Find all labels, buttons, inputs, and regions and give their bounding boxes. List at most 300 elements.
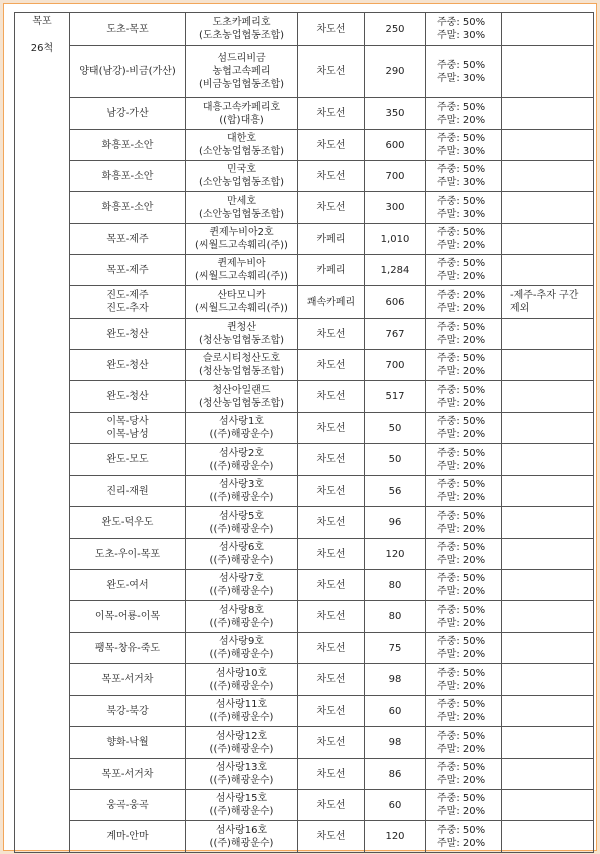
vessel-type-cell: 차도선 — [298, 476, 365, 507]
ship-cell — [186, 255, 298, 286]
table-row — [15, 350, 594, 381]
route-name: 팽목-창유-죽도 — [94, 642, 161, 654]
ship-cell — [186, 286, 298, 319]
discount-rate-cell — [426, 570, 502, 601]
ship-cell — [186, 601, 298, 633]
ship-cell — [186, 727, 298, 759]
discount-rate-cell — [426, 413, 502, 444]
route-name: 화흥포-소안 — [101, 170, 154, 182]
ship-operator: (소안농업협동조합) — [198, 146, 285, 157]
ship-name: 섬사랑12호 — [215, 730, 268, 742]
route-cell — [70, 161, 186, 192]
weekday-rate: 주중: 50% — [437, 793, 486, 804]
discount-rate-cell — [426, 821, 502, 853]
vessel-type-cell: 차도선 — [298, 13, 365, 46]
weekday-rate: 주중: 50% — [437, 542, 486, 553]
weekday-rate: 주중: 50% — [437, 416, 486, 427]
ship-operator: ((합)대흥) — [219, 114, 264, 126]
tonnage-cell: 80 — [365, 601, 426, 633]
weekday-rate: 주중: 20% — [437, 290, 486, 301]
weekend-rate: 주말: 20% — [437, 743, 486, 755]
weekday-rate: 주중: 50% — [437, 133, 486, 144]
ship-operator: ((주)해광운수) — [209, 680, 274, 692]
vessel-type-cell: 차도선 — [298, 350, 365, 381]
vessel-type-cell: 차도선 — [298, 696, 365, 727]
remarks-cell — [502, 570, 594, 601]
ship-name: 산타모니카 — [217, 290, 266, 301]
route-name: 목포-서거차 — [101, 674, 154, 685]
table-row — [15, 790, 594, 821]
weekend-rate: 주말: 20% — [437, 775, 486, 786]
ship-cell — [186, 413, 298, 444]
ship-operator: (씨월드고속훼리(주)) — [195, 271, 288, 282]
route-cell — [70, 413, 186, 444]
route-cell — [70, 46, 186, 98]
tonnage-cell: 606 — [365, 286, 426, 319]
tonnage-cell: 290 — [365, 46, 426, 98]
route-name: 완도-여서 — [106, 579, 149, 591]
table-row — [15, 381, 594, 413]
discount-rate-cell — [426, 161, 502, 192]
ship-operator: ((주)해광운수) — [209, 649, 274, 660]
remarks-cell — [502, 790, 594, 821]
remarks-cell — [502, 350, 594, 381]
ship-name: 섬사랑1호 — [218, 416, 264, 427]
vessel-type-cell: 차도선 — [298, 98, 365, 130]
remarks-cell — [502, 130, 594, 161]
tonnage-cell: 700 — [365, 161, 426, 192]
weekend-rate: 주말: 20% — [437, 555, 486, 566]
route-cell — [70, 224, 186, 255]
weekend-rate: 주말: 20% — [437, 303, 486, 314]
tonnage-cell: 56 — [365, 476, 426, 507]
remarks-cell — [502, 255, 594, 286]
tonnage-cell: 300 — [365, 192, 426, 224]
weekday-rate: 주중: 50% — [437, 59, 486, 71]
remarks-cell — [502, 444, 594, 476]
discount-rate-cell — [426, 192, 502, 224]
weekday-rate: 주중: 50% — [437, 17, 486, 28]
vessel-type-cell: 차도선 — [298, 664, 365, 696]
discount-rate-cell — [426, 224, 502, 255]
remarks-cell — [502, 98, 594, 130]
vessel-type-cell: 차도선 — [298, 821, 365, 853]
weekend-rate: 주말: 20% — [437, 523, 486, 535]
ship-operator: ((주)해광운수) — [209, 586, 274, 597]
ship-cell — [186, 350, 298, 381]
ship-name: 섬사랑13호 — [215, 762, 268, 773]
table-row — [15, 13, 594, 46]
remarks-cell — [502, 539, 594, 570]
tonnage-cell: 50 — [365, 413, 426, 444]
route-name: 남강-가산 — [106, 108, 149, 119]
tonnage-cell: 767 — [365, 319, 426, 350]
ship-operator: ((주)해광운수) — [209, 492, 274, 503]
route-name: 완도-청산 — [106, 359, 149, 371]
route-name: 계마-안마 — [106, 831, 149, 842]
route-name: 목포-서거차 — [101, 768, 154, 780]
table-body — [15, 13, 594, 853]
ship-cell — [186, 664, 298, 696]
tonnage-cell: 600 — [365, 130, 426, 161]
discount-rate-cell — [426, 13, 502, 46]
route-cell — [70, 507, 186, 539]
region-cell — [15, 13, 70, 853]
weekend-rate: 주말: 20% — [437, 649, 486, 660]
discount-rate-cell — [426, 759, 502, 790]
route-name: 웅곡-웅곡 — [106, 799, 149, 811]
weekend-rate: 주말: 20% — [437, 586, 486, 597]
ship-operator: ((주)해광운수) — [209, 555, 274, 566]
route-cell — [70, 192, 186, 224]
route-name: 도초-목포 — [106, 23, 149, 35]
remarks-cell — [502, 46, 594, 98]
vessel-type-cell: 카페리 — [298, 255, 365, 286]
tonnage-cell: 120 — [365, 821, 426, 853]
ferry-discount-table — [14, 12, 594, 853]
route-cell — [70, 570, 186, 601]
ship-name: 섬사랑6호 — [218, 542, 264, 553]
route-name: 이목-당사 — [106, 416, 149, 427]
tonnage-cell: 1,284 — [365, 255, 426, 286]
route-name: 화흥포-소안 — [101, 202, 154, 213]
discount-rate-cell — [426, 727, 502, 759]
table-row — [15, 727, 594, 759]
vessel-type-cell: 쾌속카페리 — [298, 286, 365, 319]
ship-name: 만세호 — [227, 195, 256, 207]
weekend-rate: 주말: 20% — [437, 114, 486, 126]
vessel-type-cell: 차도선 — [298, 759, 365, 790]
ship-cell — [186, 507, 298, 539]
ship-operator: (도초농업협동조합) — [198, 30, 285, 41]
ship-name: 섬사랑2호 — [218, 447, 264, 459]
weekend-rate: 주말: 20% — [437, 837, 486, 849]
table-row — [15, 98, 594, 130]
ship-operator: ((주)해광운수) — [209, 775, 274, 786]
route-cell — [70, 759, 186, 790]
vessel-type-cell: 카페리 — [298, 224, 365, 255]
route-name: 이목-어룡-이목 — [94, 611, 161, 622]
vessel-type-cell: 차도선 — [298, 381, 365, 413]
ship-name: 섬사랑10호 — [215, 667, 268, 679]
weekday-rate: 주중: 50% — [437, 699, 486, 710]
ship-name: 섬사랑15호 — [215, 793, 268, 804]
weekend-rate: 주말: 20% — [437, 429, 486, 440]
vessel-type-cell: 차도선 — [298, 319, 365, 350]
remarks-cell — [502, 727, 594, 759]
tonnage-cell: 1,010 — [365, 224, 426, 255]
ship-name: 청산아일랜드 — [212, 384, 271, 396]
ship-cell — [186, 130, 298, 161]
ship-operator: ((주)해광운수) — [209, 429, 274, 440]
table-row — [15, 224, 594, 255]
weekend-rate: 주말: 20% — [437, 366, 486, 377]
route-cell — [70, 633, 186, 664]
ship-name: 퀸제누비아2호 — [209, 227, 274, 238]
ship-cell — [186, 539, 298, 570]
table-row — [15, 413, 594, 444]
remarks-cell — [502, 286, 594, 319]
ship-operator: (씨월드고속훼리(주)) — [195, 240, 288, 251]
route-cell — [70, 601, 186, 633]
weekend-rate: 주말: 20% — [437, 271, 486, 282]
discount-rate-cell — [426, 98, 502, 130]
ship-operator: ((주)해광운수) — [209, 712, 274, 723]
table-row — [15, 46, 594, 98]
weekday-rate: 주중: 50% — [437, 667, 486, 679]
weekday-rate: 주중: 50% — [437, 195, 486, 207]
tonnage-cell: 517 — [365, 381, 426, 413]
ship-name: 섬사랑7호 — [218, 573, 264, 584]
route-name: 도초-우이-목포 — [94, 548, 161, 560]
weekday-rate: 주중: 50% — [437, 227, 486, 238]
weekend-rate: 주말: 20% — [437, 335, 486, 346]
remarks-cell — [502, 476, 594, 507]
weekday-rate: 주중: 50% — [437, 353, 486, 364]
ship-name: 섬사랑3호 — [218, 479, 264, 490]
weekend-rate: 주말: 20% — [437, 397, 486, 409]
table-row — [15, 633, 594, 664]
ship-name: 퀸제누비아 — [217, 258, 266, 269]
ship-cell — [186, 161, 298, 192]
weekend-rate: 주말: 30% — [437, 208, 486, 220]
route-name: 목포-제주 — [106, 233, 149, 245]
discount-rate-cell — [426, 350, 502, 381]
weekday-rate: 주중: 50% — [437, 730, 486, 742]
ship-operator: ((주)해광운수) — [209, 523, 274, 535]
table-row — [15, 161, 594, 192]
discount-rate-cell — [426, 286, 502, 319]
route-name: 북강-북강 — [106, 705, 149, 717]
route-cell — [70, 696, 186, 727]
weekend-rate: 주말: 30% — [437, 177, 486, 188]
weekday-rate: 주중: 50% — [437, 164, 486, 175]
route-cell — [70, 255, 186, 286]
discount-rate-cell — [426, 664, 502, 696]
remarks-cell — [502, 507, 594, 539]
route-cell — [70, 790, 186, 821]
region-ship-count: 26척 — [30, 43, 54, 54]
route-name: 완도-모도 — [106, 454, 149, 465]
route-cell — [70, 350, 186, 381]
route-name: 목포-제주 — [106, 264, 149, 276]
discount-rate-cell — [426, 633, 502, 664]
ship-name: 섬사랑5호 — [218, 510, 264, 522]
weekend-rate: 주말: 20% — [437, 680, 486, 692]
route-cell — [70, 476, 186, 507]
route-name: 진리-재원 — [106, 485, 149, 497]
table-row — [15, 286, 594, 319]
ship-name: 섬사랑11호 — [215, 699, 268, 710]
tonnage-cell: 98 — [365, 727, 426, 759]
document-page — [3, 3, 597, 851]
table-row — [15, 539, 594, 570]
weekend-rate: 주말: 30% — [437, 146, 486, 157]
table-row — [15, 444, 594, 476]
tonnage-cell: 350 — [365, 98, 426, 130]
table-row — [15, 255, 594, 286]
weekend-rate: 주말: 30% — [437, 72, 486, 84]
remarks-cell — [502, 192, 594, 224]
vessel-type-cell: 차도선 — [298, 192, 365, 224]
weekday-rate: 주중: 50% — [437, 824, 486, 836]
ship-cell — [186, 570, 298, 601]
weekday-rate: 주중: 50% — [437, 384, 486, 396]
ship-operator: ((주)해광운수) — [209, 837, 274, 849]
ship-cell — [186, 224, 298, 255]
weekend-rate: 주말: 20% — [437, 617, 486, 629]
remarks-cell — [502, 161, 594, 192]
route-cell — [70, 539, 186, 570]
route-cell — [70, 727, 186, 759]
tonnage-cell: 60 — [365, 696, 426, 727]
remarks-cell — [502, 664, 594, 696]
remarks-cell — [502, 319, 594, 350]
remarks-cell — [502, 601, 594, 633]
discount-rate-cell — [426, 381, 502, 413]
route-name: 완도-청산 — [106, 391, 149, 402]
ship-cell — [186, 821, 298, 853]
vessel-type-cell: 차도선 — [298, 444, 365, 476]
remarks-cell — [502, 759, 594, 790]
vessel-type-cell: 차도선 — [298, 727, 365, 759]
route-cell — [70, 130, 186, 161]
remarks-cell — [502, 696, 594, 727]
remarks-cell — [502, 821, 594, 853]
tonnage-cell: 86 — [365, 759, 426, 790]
weekend-rate: 주말: 30% — [437, 30, 486, 41]
route-cell — [70, 381, 186, 413]
remark-text: -제주-추자 구간 — [510, 290, 579, 301]
ship-cell — [186, 192, 298, 224]
ship-cell — [186, 696, 298, 727]
ship-operator: ((주)해광운수) — [209, 806, 274, 817]
tonnage-cell: 50 — [365, 444, 426, 476]
route-cell — [70, 319, 186, 350]
ship-cell — [186, 319, 298, 350]
route-name: 완도-청산 — [106, 328, 149, 340]
ship-cell — [186, 633, 298, 664]
weekend-rate: 주말: 20% — [437, 460, 486, 472]
ship-cell — [186, 381, 298, 413]
discount-rate-cell — [426, 46, 502, 98]
ship-name: 민국호 — [227, 164, 256, 175]
remarks-cell — [502, 381, 594, 413]
vessel-type-cell: 차도선 — [298, 507, 365, 539]
tonnage-cell: 120 — [365, 539, 426, 570]
discount-rate-cell — [426, 790, 502, 821]
ship-operator: (소안농업협동조합) — [198, 208, 285, 220]
ship-operator: (청산농업협동조합) — [198, 397, 285, 409]
ship-operator: ((주)해광운수) — [209, 743, 274, 755]
route-name: 양태(남강)-비금(가산) — [79, 66, 176, 77]
ship-name: 섬사랑16호 — [215, 824, 268, 836]
tonnage-cell: 75 — [365, 633, 426, 664]
vessel-type-cell: 차도선 — [298, 413, 365, 444]
route-name: 진도-추자 — [106, 303, 149, 314]
weekday-rate: 주중: 50% — [437, 447, 486, 459]
route-cell — [70, 821, 186, 853]
route-name: 완도-덕우도 — [101, 517, 154, 528]
vessel-type-cell: 차도선 — [298, 633, 365, 664]
ship-operator: (비금농업협동조합) — [198, 79, 285, 90]
weekend-rate: 주말: 20% — [437, 806, 486, 817]
vessel-type-cell: 차도선 — [298, 161, 365, 192]
ship-name: 섬사랑8호 — [218, 604, 264, 616]
route-cell — [70, 664, 186, 696]
discount-rate-cell — [426, 696, 502, 727]
discount-rate-cell — [426, 130, 502, 161]
discount-rate-cell — [426, 319, 502, 350]
weekday-rate: 주중: 50% — [437, 636, 486, 647]
discount-rate-cell — [426, 444, 502, 476]
ship-name: 대흥고속카페리호 — [202, 101, 281, 113]
tonnage-cell: 96 — [365, 507, 426, 539]
ship-cell — [186, 759, 298, 790]
remarks-cell — [502, 413, 594, 444]
weekday-rate: 주중: 50% — [437, 573, 486, 584]
table-row — [15, 601, 594, 633]
table-row — [15, 570, 594, 601]
vessel-type-cell: 차도선 — [298, 790, 365, 821]
ship-cell — [186, 13, 298, 46]
ship-operator: ((주)해광운수) — [209, 617, 274, 629]
ship-operator: (청산농업협동조합) — [198, 335, 285, 346]
route-cell — [70, 13, 186, 46]
ship-name: 섬사랑9호 — [218, 636, 264, 647]
remarks-cell — [502, 224, 594, 255]
remarks-cell — [502, 13, 594, 46]
route-name: 화흥포-소안 — [101, 139, 154, 151]
tonnage-cell: 98 — [365, 664, 426, 696]
vessel-type-cell: 차도선 — [298, 570, 365, 601]
discount-rate-cell — [426, 255, 502, 286]
ship-name: 도초카페리호 — [212, 17, 271, 28]
table-row — [15, 759, 594, 790]
discount-rate-cell — [426, 539, 502, 570]
tonnage-cell: 700 — [365, 350, 426, 381]
ship-name: 섬드리비금 — [217, 53, 266, 64]
tonnage-cell: 60 — [365, 790, 426, 821]
table-row — [15, 476, 594, 507]
remark-text: 제외 — [510, 303, 530, 314]
ship-cell — [186, 46, 298, 98]
route-cell — [70, 444, 186, 476]
table-row — [15, 821, 594, 853]
ship-operator: (소안농업협동조합) — [198, 177, 285, 188]
weekday-rate: 주중: 50% — [437, 258, 486, 269]
route-name: 향화-낙월 — [106, 737, 149, 748]
weekday-rate: 주중: 50% — [437, 322, 486, 333]
discount-rate-cell — [426, 507, 502, 539]
weekday-rate: 주중: 50% — [437, 604, 486, 616]
vessel-type-cell: 차도선 — [298, 46, 365, 98]
route-name: 이목-남성 — [106, 429, 149, 440]
tonnage-cell: 80 — [365, 570, 426, 601]
discount-rate-cell — [426, 476, 502, 507]
region-name: 목포 — [32, 16, 52, 27]
ship-name: 슬로시티청산도호 — [202, 353, 281, 364]
ship-operator: 농협고속페리 — [212, 66, 271, 77]
table-row — [15, 664, 594, 696]
vessel-type-cell: 차도선 — [298, 601, 365, 633]
ship-cell — [186, 98, 298, 130]
table-row — [15, 319, 594, 350]
ship-operator: (씨월드고속훼리(주)) — [195, 303, 288, 314]
weekday-rate: 주중: 50% — [437, 479, 486, 490]
ship-operator: ((주)해광운수) — [209, 460, 274, 472]
route-cell — [70, 286, 186, 319]
